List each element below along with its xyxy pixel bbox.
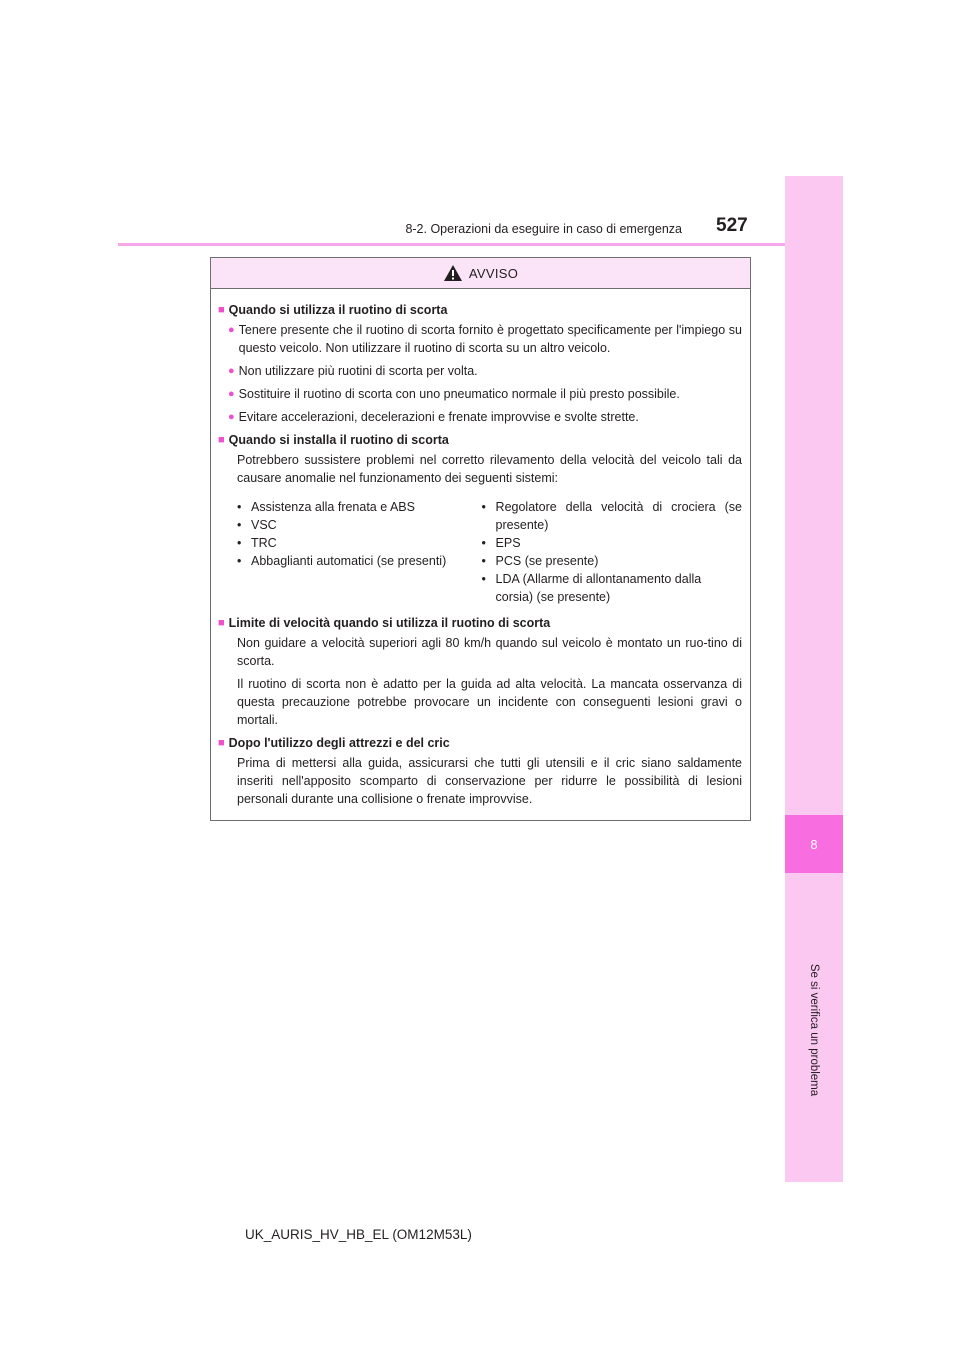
chapter-number-tab: 8 <box>785 815 843 873</box>
section-heading: ■ Limite di velocità quando si utilizza il ruotino di scorta <box>218 616 551 630</box>
bullet-item: ● Tenere presente che il ruotino di scorta fornito è progettato specificamente per l'impiego su questo veicolo. Non utilizzare il ruotino di scorta su un altro veicolo. <box>228 323 742 355</box>
square-bullet-icon: ■ <box>218 737 225 749</box>
bullet-item: ● Sostituire il ruotino di scorta con uno pneumatico normale il più presto possibile. <box>228 387 680 401</box>
section-heading: ■ Quando si installa il ruotino di scorta <box>218 433 449 447</box>
list-item: • Regolatore della velocità di crociera (se presente) <box>481 500 742 532</box>
systems-list-right <box>482 498 742 606</box>
circle-bullet-icon: ● <box>228 411 235 423</box>
warning-triangle-icon <box>443 264 463 282</box>
document-code: UK_AURIS_HV_HB_EL (OM12M53L) <box>245 1227 472 1242</box>
systems-list-left <box>237 498 482 606</box>
list-item: • TRC <box>237 536 277 550</box>
list-item: • EPS <box>481 536 521 550</box>
paragraph: Prima di mettersi alla guida, assicurarsi che tutti gli utensili e il cric siano saldamente inseriti nell'apposito scomparto di conservazione per ridurre le possibilità di lesioni personali durante una collisione o frenate improvvise. <box>237 756 742 806</box>
paragraph: Potrebbero sussistere problemi nel corretto rilevamento della velocità del veicolo tali da causare anomalie nel funzionamento dei seguenti sistemi: <box>237 453 742 485</box>
list-item: • Abbaglianti automatici (se presenti) <box>237 554 447 568</box>
circle-bullet-icon: ● <box>228 388 235 400</box>
square-bullet-icon: ■ <box>218 434 225 446</box>
warning-box <box>210 257 751 821</box>
bullet-item: ● Evitare accelerazioni, decelerazioni e frenate improvvise e svolte strette. <box>228 410 639 424</box>
circle-bullet-icon: ● <box>228 324 235 336</box>
list-item: • LDA (Allarme di allontanamento dalla corsia) (se presente) <box>481 572 702 604</box>
square-bullet-icon: ■ <box>218 304 225 316</box>
warning-body <box>211 289 750 808</box>
square-bullet-icon: ■ <box>218 617 225 629</box>
paragraph: Non guidare a velocità superiori agli 80 km/h quando sul veicolo è montato un ruo-tino di scorta. <box>237 636 742 668</box>
page-number: 527 <box>716 215 748 236</box>
list-item: • VSC <box>237 518 277 532</box>
warning-header <box>211 258 750 289</box>
section-title: 8-2. Operazioni da eseguire in caso di emergenza <box>405 222 682 236</box>
list-item: • PCS (se presente) <box>481 554 599 568</box>
list-item: • Assistenza alla frenata e ABS <box>237 500 415 514</box>
header-rule <box>118 243 785 246</box>
section-heading: ■ Dopo l'utilizzo degli attrezzi e del cric <box>218 736 450 750</box>
chapter-title-vertical: Se si verifica un problema <box>808 963 820 1097</box>
circle-bullet-icon: ● <box>228 365 235 377</box>
bullet-item: ● Non utilizzare più ruotini di scorta per volta. <box>228 364 478 378</box>
systems-list <box>237 498 742 606</box>
section-heading: ■ Quando si utilizza il ruotino di scorta <box>218 303 448 317</box>
warning-title: AVVISO <box>468 265 519 281</box>
paragraph: Il ruotino di scorta non è adatto per la guida ad alta velocità. La mancata osservanza di questa precauzione potrebbe provocare un incidente con conseguenti lesioni gravi o mortali. <box>237 677 742 727</box>
